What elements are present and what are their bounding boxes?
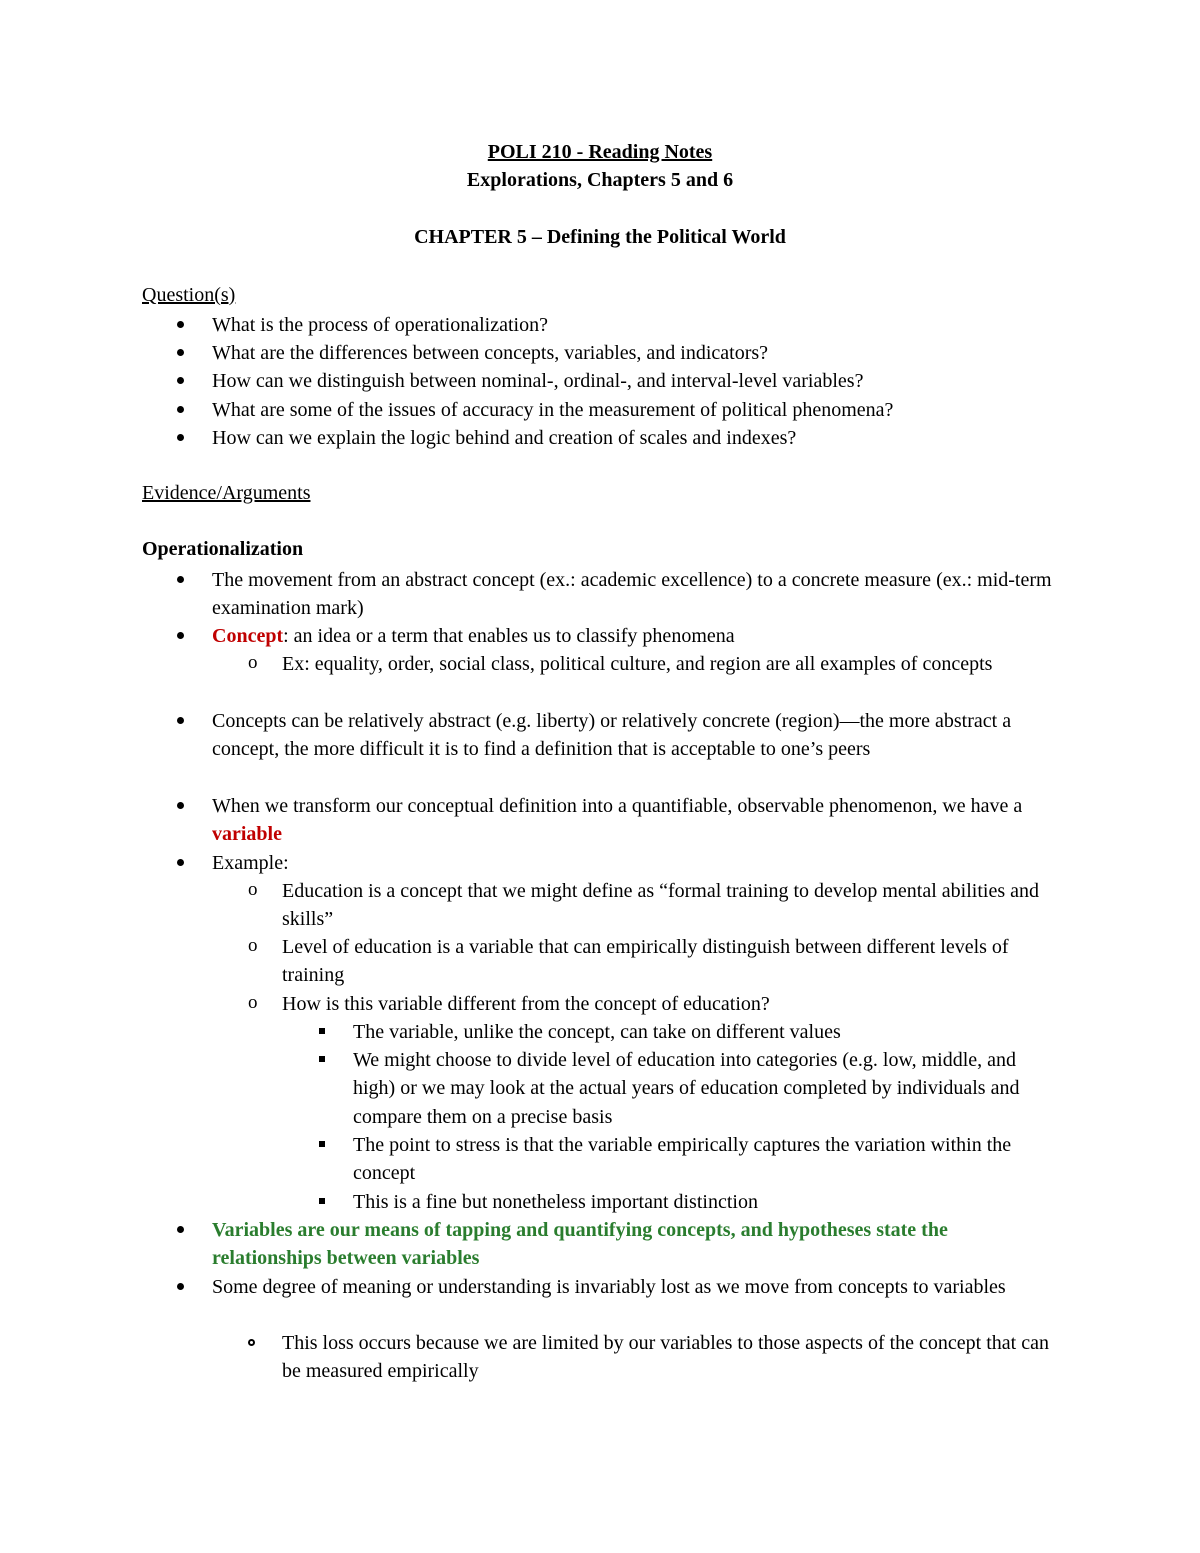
- list-item: [212, 622, 1062, 650]
- sub-bullet-icon: o: [248, 879, 258, 900]
- sub-list-item: Level of education is a variable that can empirically distinguish between different levels of training: [282, 936, 1009, 987]
- list-item: Example:: [212, 852, 289, 874]
- bullet-icon: [177, 321, 184, 328]
- evidence-label: Evidence/Arguments: [142, 482, 311, 504]
- section-heading: Operationalization: [142, 538, 304, 560]
- sub-bullet-icon: [248, 1339, 255, 1346]
- variable-definition: When we transform our conceptual definition into a quantifiable, observable phenomenon, we have a: [212, 795, 1023, 817]
- sub-list-item: Ex: equality, order, social class, political culture, and region are all examples of concepts: [282, 653, 993, 675]
- bullet-icon: [177, 1226, 184, 1233]
- sub-bullet-icon: o: [248, 652, 258, 673]
- questions-label: Question(s): [142, 284, 236, 306]
- question-item: What are the differences between concepts, variables, and indicators?: [212, 342, 769, 364]
- subtitle: Explorations, Chapters 5 and 6: [466, 169, 734, 191]
- list-item: The movement from an abstract concept (ex.: academic excellence) to a concrete measure (ex.: mid-term examination mark): [212, 569, 1052, 620]
- square-bullet-icon: [319, 1056, 325, 1062]
- question-item: What is the process of operationalization?: [212, 314, 548, 336]
- bullet-icon: [177, 632, 184, 639]
- bullet-icon: [177, 349, 184, 356]
- sub-sub-list-item: The point to stress is that the variable empirically captures the variation within the concept: [353, 1134, 1012, 1185]
- bullet-icon: [177, 406, 184, 413]
- sub-bullet-icon: o: [248, 935, 258, 956]
- question-item: How can we explain the logic behind and creation of scales and indexes?: [212, 427, 797, 449]
- square-bullet-icon: [319, 1141, 325, 1147]
- square-bullet-icon: [319, 1198, 325, 1204]
- sub-list-item: This loss occurs because we are limited by our variables to those aspects of the concept that can be measured empirically: [282, 1332, 1049, 1383]
- sub-list-item: How is this variable different from the concept of education?: [282, 993, 770, 1015]
- bullet-icon: [177, 859, 184, 866]
- bullet-icon: [177, 434, 184, 441]
- list-item: Some degree of meaning or understanding is invariably lost as we move from concepts to variables: [212, 1276, 1006, 1298]
- sub-sub-list-item: The variable, unlike the concept, can take on different values: [353, 1021, 841, 1043]
- square-bullet-icon: [319, 1028, 325, 1034]
- key-point: Variables are our means of tapping and quantifying concepts, and hypotheses state the relationships between variables: [212, 1219, 948, 1270]
- concept-term: Concept: [212, 625, 284, 647]
- course-title: POLI 210 - Reading Notes: [487, 141, 713, 163]
- list-item: Concepts can be relatively abstract (e.g. liberty) or relatively concrete (region)—the more abstract a concept, the more difficult it is to find a definition that is acceptable to one’s peers: [212, 710, 1012, 761]
- bullet-icon: [177, 1283, 184, 1290]
- question-item: How can we distinguish between nominal-, ordinal-, and interval-level variables?: [212, 370, 864, 392]
- bullet-icon: [177, 717, 184, 724]
- bullet-icon: [177, 802, 184, 809]
- sub-bullet-icon: o: [248, 992, 258, 1013]
- sub-sub-list-item: This is a fine but nonetheless important distinction: [353, 1191, 758, 1213]
- bullet-icon: [177, 377, 184, 384]
- bullet-icon: [177, 576, 184, 583]
- variable-term: variable: [212, 823, 282, 846]
- question-item: What are some of the issues of accuracy in the measurement of political phenomena?: [212, 399, 894, 421]
- sub-sub-list-item: We might choose to divide level of education into categories (e.g. low, middle, and high) or we may look at the actual years of education completed by individuals and compare them on a precise basis: [353, 1049, 1020, 1128]
- concept-definition: : an idea or a term that enables us to classify phenomena: [283, 625, 735, 647]
- sub-list-item: Education is a concept that we might define as “formal training to develop mental abilities and skills”: [282, 880, 1039, 931]
- list-item: [212, 792, 1062, 849]
- chapter-title: CHAPTER 5 – Defining the Political World: [414, 226, 786, 248]
